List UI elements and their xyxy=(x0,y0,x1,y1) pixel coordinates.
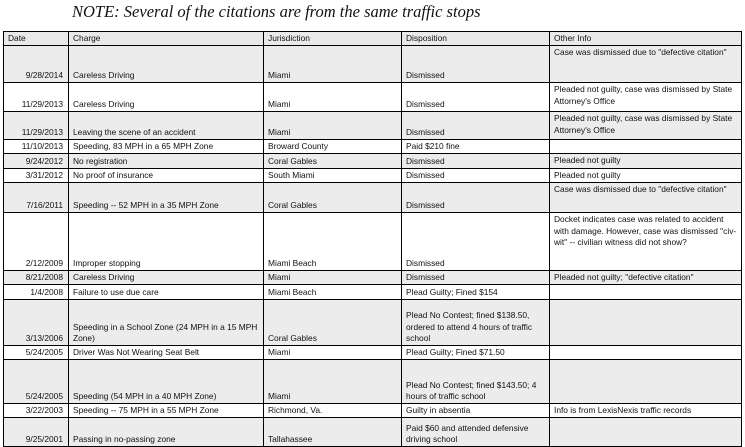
cell-date: 2/12/2009 xyxy=(4,213,69,271)
cell-charge: Speeding -- 75 MPH in a 55 MPH Zone xyxy=(69,404,264,418)
column-header-other-info: Other Info xyxy=(550,32,742,46)
table-row xyxy=(4,83,742,112)
table-row xyxy=(4,213,742,271)
cell-disposition: Dismissed xyxy=(402,213,550,271)
cell-jurisdiction: Coral Gables xyxy=(264,300,402,346)
cell-date: 7/16/2011 xyxy=(4,183,69,213)
cell-disposition: Plead Guilty; Fined $154 xyxy=(402,285,550,300)
cell-charge: Improper stopping xyxy=(69,213,264,271)
cell-date: 3/31/2012 xyxy=(4,169,69,183)
cell-disposition: Paid $210 fine xyxy=(402,140,550,154)
cell-other-info xyxy=(550,418,742,447)
cell-other-info: Case was dismissed due to "defective citation" xyxy=(550,46,742,83)
table-row xyxy=(4,169,742,183)
cell-jurisdiction: Coral Gables xyxy=(264,154,402,169)
citations-table xyxy=(3,31,742,447)
cell-charge: Speeding in a School Zone (24 MPH in a 15 MPH Zone) xyxy=(69,300,264,346)
column-header-jurisdiction: Jurisdiction xyxy=(264,32,402,46)
cell-jurisdiction: Miami xyxy=(264,112,402,140)
cell-date: 11/10/2013 xyxy=(4,140,69,154)
cell-other-info: Pleaded not guilty; "defective citation" xyxy=(550,271,742,285)
cell-disposition: Dismissed xyxy=(402,83,550,112)
cell-jurisdiction: Miami xyxy=(264,346,402,360)
cell-other-info: Case was dismissed due to "defective citation" xyxy=(550,183,742,213)
cell-charge: Careless Driving xyxy=(69,271,264,285)
cell-disposition: Dismissed xyxy=(402,271,550,285)
table-row xyxy=(4,140,742,154)
cell-disposition: Paid $60 and attended defensive driving school xyxy=(402,418,550,447)
page-note: NOTE: Several of the citations are from the same traffic stops xyxy=(72,2,481,21)
cell-disposition: Plead Guilty; Fined $71.50 xyxy=(402,346,550,360)
cell-charge: No registration xyxy=(69,154,264,169)
cell-charge: Speeding (54 MPH in a 40 MPH Zone) xyxy=(69,360,264,404)
cell-disposition: Dismissed xyxy=(402,154,550,169)
cell-date: 9/24/2012 xyxy=(4,154,69,169)
cell-other-info xyxy=(550,360,742,404)
table-row xyxy=(4,360,742,404)
cell-jurisdiction: Miami xyxy=(264,271,402,285)
cell-charge: Speeding -- 52 MPH in a 35 MPH Zone xyxy=(69,183,264,213)
cell-disposition: Dismissed xyxy=(402,183,550,213)
cell-charge: Failure to use due care xyxy=(69,285,264,300)
cell-other-info: Pleaded not guilty, case was dismissed by State Attorney's Office xyxy=(550,112,742,140)
cell-charge: Speeding, 83 MPH in a 65 MPH Zone xyxy=(69,140,264,154)
cell-charge: Leaving the scene of an accident xyxy=(69,112,264,140)
table-row xyxy=(4,346,742,360)
cell-charge: Passing in no-passing zone xyxy=(69,418,264,447)
cell-other-info xyxy=(550,300,742,346)
cell-other-info: Docket indicates case was related to accident with damage. However, case was dismissed "civ-wit" -- civilian witness did not show? xyxy=(550,213,742,271)
cell-disposition: Plead No Contest; fined $143.50; 4 hours of traffic school xyxy=(402,360,550,404)
column-header-disposition: Disposition xyxy=(402,32,550,46)
cell-date: 3/22/2003 xyxy=(4,404,69,418)
cell-date: 11/29/2013 xyxy=(4,83,69,112)
cell-other-info: Pleaded not guilty xyxy=(550,154,742,169)
cell-charge: No proof of insurance xyxy=(69,169,264,183)
cell-jurisdiction: Tallahassee xyxy=(264,418,402,447)
cell-charge: Careless Driving xyxy=(69,83,264,112)
cell-date: 9/28/2014 xyxy=(4,46,69,83)
cell-disposition: Dismissed xyxy=(402,112,550,140)
cell-date: 3/13/2006 xyxy=(4,300,69,346)
cell-other-info: Pleaded not guilty, case was dismissed by State Attorney's Office xyxy=(550,83,742,112)
cell-jurisdiction: Coral Gables xyxy=(264,183,402,213)
table-header-row xyxy=(4,32,742,46)
cell-date: 11/29/2013 xyxy=(4,112,69,140)
table-row xyxy=(4,271,742,285)
cell-jurisdiction: Miami xyxy=(264,83,402,112)
cell-date: 5/24/2005 xyxy=(4,346,69,360)
cell-disposition: Dismissed xyxy=(402,169,550,183)
table-row xyxy=(4,112,742,140)
table-row xyxy=(4,404,742,418)
cell-other-info xyxy=(550,285,742,300)
column-header-date: Date xyxy=(4,32,69,46)
cell-disposition: Guilty in absentia xyxy=(402,404,550,418)
cell-jurisdiction: Miami Beach xyxy=(264,213,402,271)
cell-other-info xyxy=(550,346,742,360)
cell-disposition: Plead No Contest; fined $138.50, ordered to attend 4 hours of traffic school xyxy=(402,300,550,346)
cell-jurisdiction: Broward County xyxy=(264,140,402,154)
cell-jurisdiction: Miami xyxy=(264,360,402,404)
table-row xyxy=(4,285,742,300)
table-row xyxy=(4,183,742,213)
table-row xyxy=(4,46,742,83)
table-row xyxy=(4,418,742,447)
cell-disposition: Dismissed xyxy=(402,46,550,83)
table-row xyxy=(4,300,742,346)
cell-jurisdiction: Richmond, Va. xyxy=(264,404,402,418)
column-header-charge: Charge xyxy=(69,32,264,46)
cell-date: 9/25/2001 xyxy=(4,418,69,447)
table-row xyxy=(4,154,742,169)
cell-charge: Careless Driving xyxy=(69,46,264,83)
cell-charge: Driver Was Not Wearing Seat Belt xyxy=(69,346,264,360)
cell-other-info: Pleaded not guilty xyxy=(550,169,742,183)
cell-jurisdiction: Miami Beach xyxy=(264,285,402,300)
cell-jurisdiction: South Miami xyxy=(264,169,402,183)
cell-date: 8/21/2008 xyxy=(4,271,69,285)
cell-date: 1/4/2008 xyxy=(4,285,69,300)
cell-date: 5/24/2005 xyxy=(4,360,69,404)
cell-jurisdiction: Miami xyxy=(264,46,402,83)
cell-other-info xyxy=(550,140,742,154)
cell-other-info: Info is from LexisNexis traffic records xyxy=(550,404,742,418)
